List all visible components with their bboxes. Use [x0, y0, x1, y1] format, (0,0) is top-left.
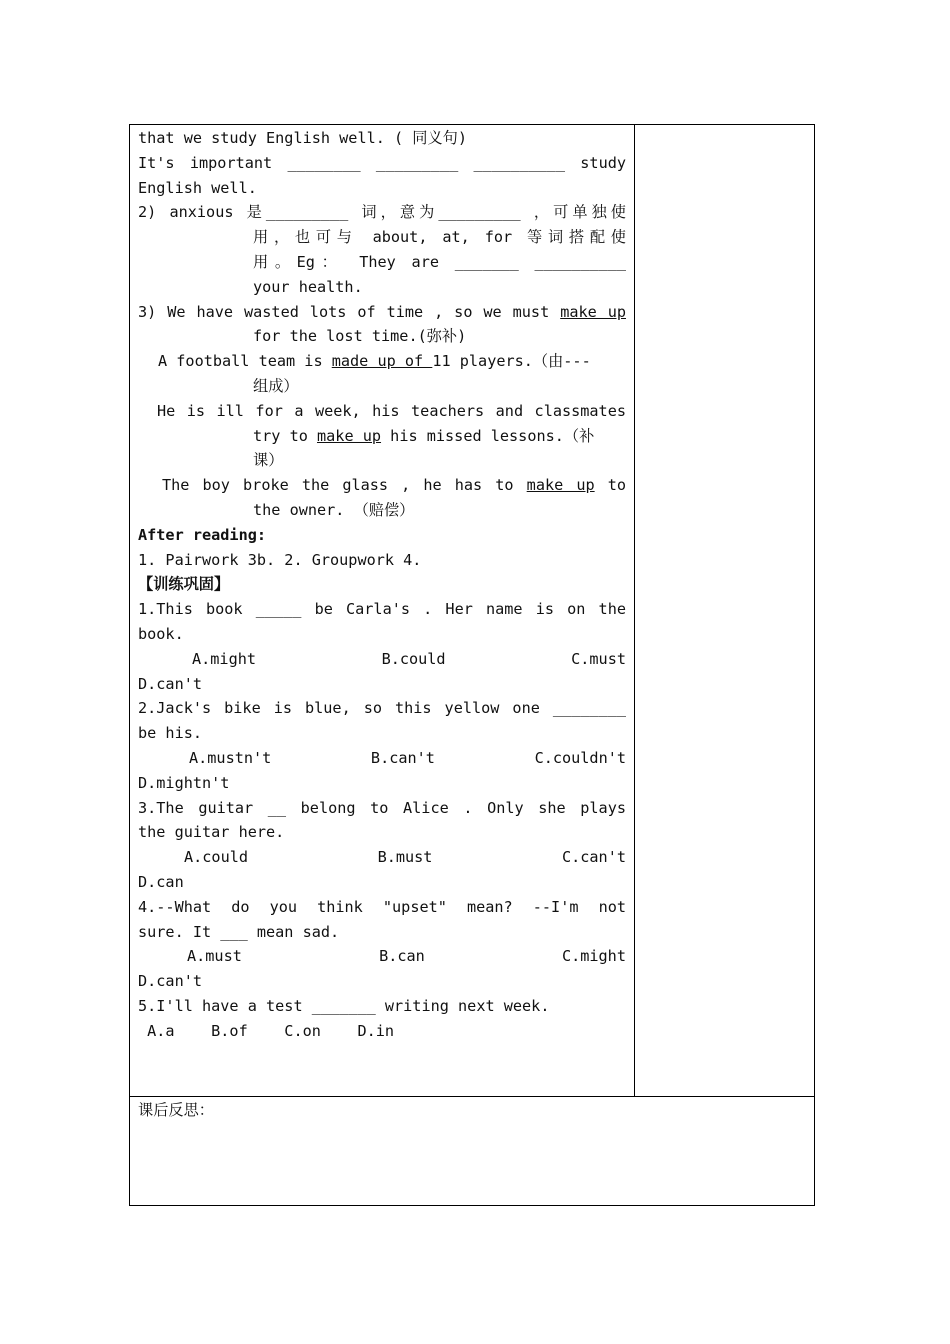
text-line: English well. [138, 178, 257, 197]
option-c: C.must [571, 649, 626, 668]
option-d: D.can't [138, 674, 203, 693]
option-c: C.might [561, 947, 626, 966]
text-line: try to make up his missed lessons.（补 [253, 426, 595, 445]
section-heading: 【训练巩固】 [138, 575, 230, 594]
options-row: A.a B.of C.on D.in [138, 1021, 395, 1040]
question-1 [138, 597, 626, 696]
option-a: A.could [184, 848, 249, 867]
text-line: 2) anxious 是_________ 词，意为_________ ，可单独使 [138, 203, 626, 222]
options-row [138, 647, 626, 672]
underlined-phrase: make up [317, 426, 382, 445]
option-a: A.must [187, 947, 242, 966]
underlined-phrase: make up [560, 302, 626, 321]
option-d: D.mightn't [138, 773, 230, 792]
option-d: D.can [138, 872, 184, 891]
question-text: the guitar here. [138, 823, 285, 842]
column-divider [634, 124, 635, 1096]
question-2 [138, 696, 626, 795]
question-4 [138, 895, 626, 994]
question-text: 4.--What do you think "upset" mean? --I'm not [138, 897, 626, 916]
text-line: your health. [253, 277, 363, 296]
question-text: be his. [138, 724, 203, 743]
underlined-phrase: made up of [331, 352, 433, 371]
question-text: 2.Jack's bike is blue, so this yellow one ________ [138, 699, 626, 718]
question-text: 5.I'll have a test _______ writing next week. [138, 996, 550, 1015]
text-line: He is ill for a week, his teachers and classmates [157, 401, 626, 420]
option-a: A.might [192, 649, 257, 668]
text-line: the owner. （赔偿） [253, 500, 415, 519]
text-line: that we study English well. ( 同义句) [138, 129, 468, 147]
section-heading: After reading: [138, 525, 267, 544]
question-text: sure. It ___ mean sad. [138, 922, 340, 941]
option-d: D.can't [138, 972, 203, 991]
text-line: 1. Pairwork 3b. 2. Groupwork 4. [138, 550, 422, 569]
question-text: 1.This book _____ be Carla's . Her name is on the [138, 600, 626, 619]
option-b: B.can't [370, 748, 435, 767]
lesson-content [138, 126, 626, 1043]
question-5 [138, 994, 626, 1044]
option-b: B.must [377, 848, 433, 867]
question-text: book. [138, 624, 184, 643]
row-divider [129, 1096, 815, 1097]
text-line: The boy broke the glass , he has to make up to [162, 476, 626, 495]
question-3 [138, 796, 626, 895]
option-c: C.couldn't [534, 748, 626, 767]
text-line: 用，也可与 about, at, for 等词搭配使 [253, 228, 626, 247]
option-b: B.could [381, 649, 446, 668]
option-c: C.can't [561, 848, 626, 867]
text-line: 课） [253, 451, 284, 470]
option-a: A.mustn't [189, 748, 272, 767]
option-b: B.can [379, 947, 425, 966]
text-line: 3) We have wasted lots of time , so we must make up [138, 302, 626, 321]
text-line: for the lost time.(弥补) [253, 327, 467, 346]
options-row [138, 746, 626, 771]
options-row [138, 845, 626, 870]
text-line: 组成） [253, 376, 299, 395]
reflection-label: 课后反思： [138, 1101, 214, 1119]
question-text: 3.The guitar __ belong to Alice . Only she plays [138, 798, 626, 817]
options-row [138, 944, 626, 969]
text-line: A football team is made up of 11 players.（由--- [158, 352, 591, 371]
text-line: It's important ________ _________ __________ study [138, 153, 626, 172]
underlined-phrase: make up [526, 476, 595, 495]
text-line: 用。Eg： They are _______ __________ [253, 252, 626, 271]
